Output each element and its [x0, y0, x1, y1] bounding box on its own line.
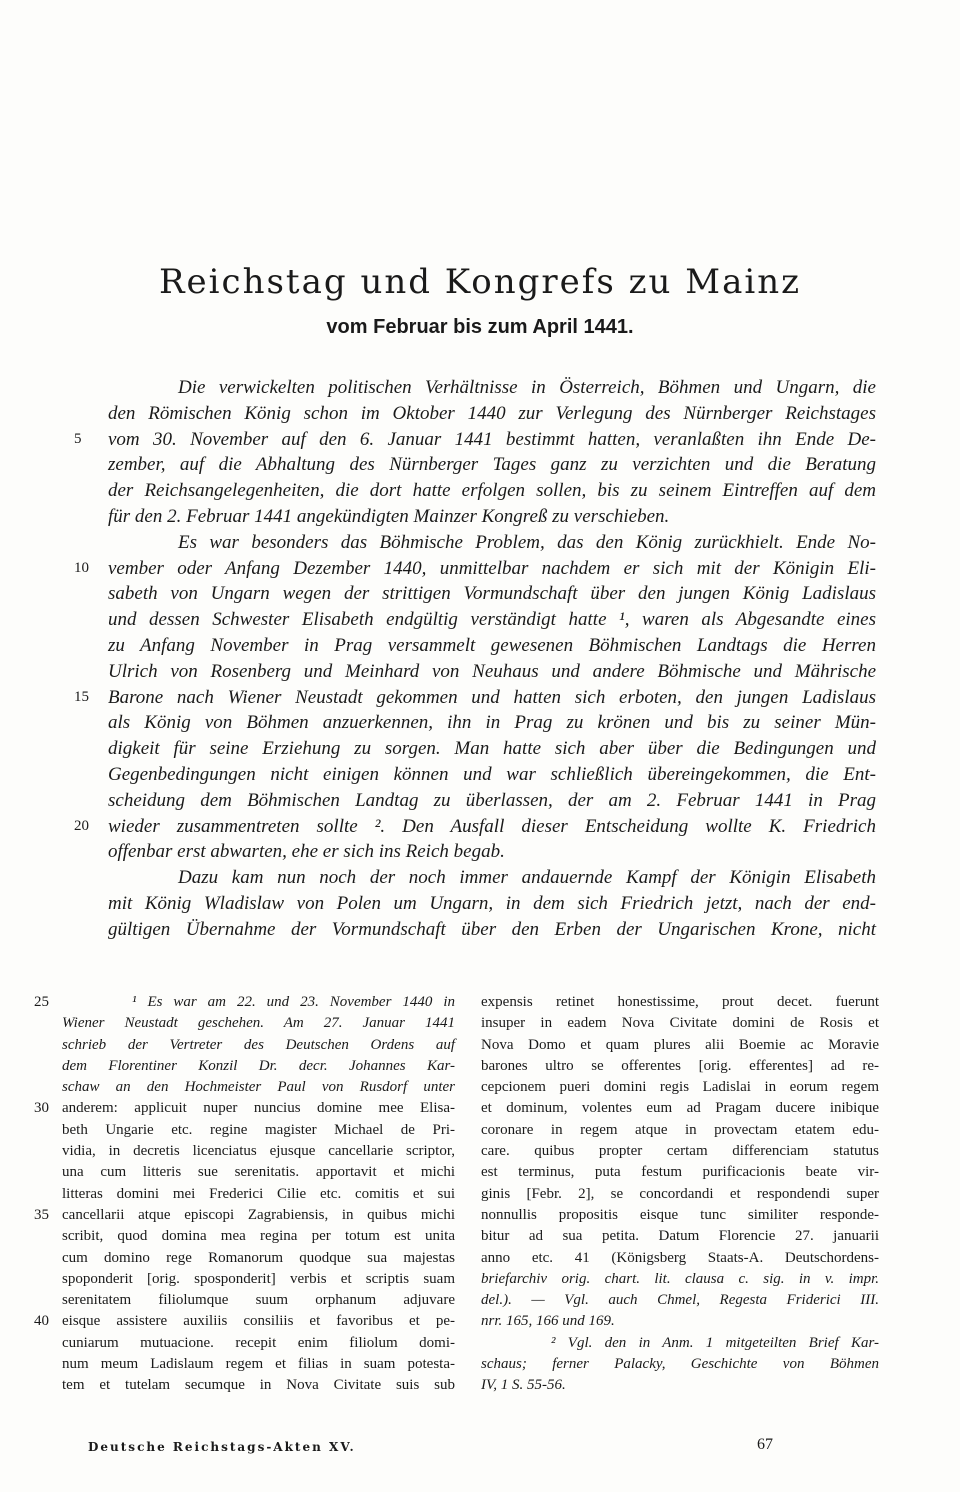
footnote-line: [481, 1205, 879, 1226]
footnote-line: [481, 1184, 879, 1205]
line-text: cuniarum mutuacione. recepit enim filiolum domi-: [62, 1334, 455, 1351]
line-text: et dominum, volentes eum ad Pragam ducere inibique: [481, 1100, 879, 1117]
line-text: ginis [Febr. 2], se concordandi et respondendi super: [481, 1185, 879, 1202]
line-text: cum domino rege Romanorum quodque sua majestas: [62, 1249, 455, 1266]
line-text: cancellarii atque episcopi Zagrabiensis, in quibus michi: [62, 1206, 455, 1223]
text-line: [108, 865, 876, 891]
footnotes-left-column: [34, 992, 455, 1397]
line-text: nrr. 165, 166 und 169.: [481, 1313, 615, 1330]
footnote-line: [62, 1077, 455, 1098]
line-text: sabeth von Ungarn wegen der strittigen Vormundschaft über den jungen König Ladislaus: [108, 583, 876, 605]
line-text: IV, 1 S. 55-56.: [481, 1377, 566, 1394]
text-line: [108, 581, 876, 607]
footnote-line: [62, 1035, 455, 1056]
line-text: insuper in eadem Nova Civitate domini de Rosis et: [481, 1015, 879, 1032]
line-text: vidia, in decretis licenciatus ejusque cancellarie scriptor,: [62, 1143, 455, 1160]
text-line: [108, 504, 876, 530]
line-text: tem et tutelam secumque in Nova Civitate suis sub: [62, 1377, 455, 1394]
footnote-line: [481, 1290, 879, 1311]
footnote-line: [62, 1290, 455, 1311]
line-text: eisque assistere auxiliis consiliis et favoribus et pe-: [62, 1313, 455, 1330]
footnote-line: [481, 1098, 879, 1119]
line-text: dem Florentiner Konzil Dr. decr. Johannes Kar-: [62, 1057, 455, 1074]
footnote-line: [481, 1375, 879, 1396]
text-line: [108, 917, 876, 943]
footnote-line: [34, 1098, 455, 1119]
footer-series-title: Deutsche Reichstags-Akten XV.: [88, 1440, 356, 1454]
line-text: Barone nach Wiener Neustadt gekommen und hatten sich erboten, den jungen Ladislaus: [108, 686, 876, 708]
line-text: wieder zusammentreten sollte ². Den Ausfall dieser Entscheidung wollte K. Friedrich: [108, 815, 876, 837]
line-number: 15: [74, 688, 89, 705]
footnote-line: [481, 1013, 879, 1034]
text-line: [74, 556, 876, 582]
line-text: Die verwickelten politischen Verhältnisse in Österreich, Böhmen und Ungarn, die: [178, 377, 876, 398]
line-text: anderem: applicuit nuper nuncius domine mee Elisa-: [62, 1100, 455, 1117]
footnote-line: [62, 1120, 455, 1141]
line-text: der Reichsangelegenheiten, die dort hatte erfolgen sollen, bis zu seinem Eintreffen auf dem: [108, 480, 876, 502]
line-text: Es war besonders das Böhmische Problem, das den König zurückhielt. Ende No-: [178, 531, 876, 553]
footnote-line: [481, 1354, 879, 1375]
line-number: 40: [34, 1313, 49, 1330]
footnote-line: [481, 1056, 879, 1077]
text-line: [108, 839, 876, 865]
line-text: schaus; ferner Palacky, Geschichte von Böhmen: [481, 1356, 879, 1373]
line-text: digkeit für seine Erziehung zu sorgen. Man hatte sich aber über die Bedingungen und: [108, 738, 876, 760]
text-line: [108, 401, 876, 427]
line-text: num meum Ladislaum regem et filias in suam potesta-: [62, 1356, 455, 1373]
line-number: 35: [34, 1206, 49, 1223]
text-line: [74, 814, 876, 840]
line-text: Ulrich von Rosenberg und Meinhard von Neuhaus und andere Böhmische und Mährische: [108, 660, 876, 682]
line-text: vember oder Anfang Dezember 1440, unmittelbar nachdem er sich mit der Königin Eli-: [108, 557, 876, 579]
footnote-line: [481, 1120, 879, 1141]
line-text: serenitatem filiolumque suum orphanum adjuvare: [62, 1292, 455, 1309]
text-line: [108, 375, 876, 401]
line-text: offenbar erst abwarten, ehe er sich ins Reich begab.: [108, 841, 505, 863]
text-line: [108, 736, 876, 762]
line-text: zember, auf die Abhaltung des Nürnberger Tages ganz zu verzichten und die Beratung: [108, 454, 876, 476]
line-text: Wiener Neustadt geschehen. Am 27. Januar 1441: [62, 1015, 455, 1032]
footnote-line: [481, 1226, 879, 1247]
footnote-line: [481, 1248, 879, 1269]
text-line: [108, 788, 876, 814]
footnotes-right-column: [481, 992, 879, 1397]
line-text: ¹ Es war am 22. und 23. November 1440 in: [132, 994, 455, 1010]
footnote-line: [481, 1269, 879, 1290]
footnote-line: [62, 1248, 455, 1269]
footnote-line: [62, 1184, 455, 1205]
footnote-line: [62, 1354, 455, 1375]
line-text: scheidung dem Böhmischen Landtag zu überlassen, der am 2. Februar 1441 in Prag: [108, 789, 876, 811]
text-line: [108, 659, 876, 685]
line-text: zu Anfang November in Prag versammelt gewesenen Böhmischen Landtags die Herren: [108, 634, 876, 656]
line-text: scribit, quod domina mea regina per totum est unita: [62, 1228, 455, 1245]
line-text: als König von Böhmen anzuerkennen, ihn in Prag zu krönen und bis zu seiner Mün-: [108, 712, 876, 734]
footnote-line: [62, 1162, 455, 1183]
line-text: est terminus, puta festum purificacionis beate vir-: [481, 1164, 879, 1181]
text-line: [74, 685, 876, 711]
line-text: ² Vgl. den in Anm. 1 mitgeteilten Brief Kar-: [551, 1334, 879, 1351]
footnote-line: [481, 1077, 879, 1098]
footnote-line: [481, 1333, 879, 1354]
footnote-line: [62, 1333, 455, 1354]
page-title: Reichstag und Kongrefs zu Mainz: [158, 262, 802, 302]
line-text: Nova Domo et quam plures alii Boemie ac Moravie: [481, 1036, 879, 1053]
text-line: [108, 710, 876, 736]
line-text: den Römischen König schon im Oktober 1440 zur Verlegung des Nürnberger Reichstages: [108, 402, 876, 424]
footnote-line: [62, 1226, 455, 1247]
page-subtitle: vom Februar bis zum April 1441.: [326, 316, 634, 338]
line-text: und dessen Schwester Elisabeth endgültig verständigt hatte ¹, waren als Abgesandte eines: [108, 609, 876, 631]
text-line: [108, 530, 876, 556]
line-text: expensis retinet honestissime, prout decet. fuerunt: [481, 994, 879, 1010]
footnote-line: [481, 1162, 879, 1183]
line-text: gültigen Übernahme der Vormundschaft über den Erben der Ungarischen Krone, nicht: [108, 918, 876, 940]
text-line: [108, 478, 876, 504]
line-text: coronare in regem atque in provectam etatem edu-: [481, 1121, 879, 1138]
footnote-line: [62, 1013, 455, 1034]
line-text: litteras domini mei Frederici Cilie etc. comitis et sui: [62, 1185, 455, 1202]
text-line: [108, 891, 876, 917]
line-number: 25: [34, 994, 49, 1010]
line-text: schrieb der Vertreter des Deutschen Ordens auf: [62, 1036, 455, 1053]
footnote-line: [62, 1269, 455, 1290]
line-number: 30: [34, 1100, 49, 1117]
line-text: schaw an den Hochmeister Paul von Rusdorf unter: [62, 1079, 455, 1096]
line-text: una cum litteris sue serenitatis. apportavit et michi: [62, 1164, 455, 1181]
footnote-line: [481, 1311, 879, 1332]
line-text: anno etc. 41 (Königsberg Staats-A. Deutschordens-: [481, 1249, 879, 1266]
footnote-line: [34, 1205, 455, 1226]
line-number: 20: [74, 817, 89, 834]
footnote-line: [62, 1141, 455, 1162]
footnote-line: [34, 992, 455, 1013]
line-text: beth Ungarie etc. regine magister Michael de Pri-: [62, 1121, 455, 1138]
line-text: briefarchiv orig. chart. lit. clausa c. sig. in v. impr.: [481, 1270, 879, 1287]
line-text: spoponderit [orig. sposponderit] verbis et scriptis suam: [62, 1270, 455, 1287]
line-number: 5: [74, 430, 82, 447]
line-text: barones ultro se offerentes [orig. efferentes] ad re-: [481, 1057, 879, 1074]
text-line: [108, 452, 876, 478]
footnote-line: [481, 992, 879, 1013]
text-line: [108, 633, 876, 659]
line-text: del.). — Vgl. auch Chmel, Regesta Friderici III.: [481, 1292, 879, 1309]
text-line: [74, 427, 876, 453]
line-number: 10: [74, 559, 89, 576]
text-line: [108, 607, 876, 633]
line-text: Dazu kam nun noch der noch immer andauernde Kampf der Königin Elisabeth: [178, 867, 876, 889]
text-line: [108, 762, 876, 788]
line-text: mit König Wladislaw von Polen um Ungarn, in dem sich Friedrich jetzt, nach der end-: [108, 892, 876, 914]
footnote-line: [481, 1035, 879, 1056]
line-text: cepcionem pueri domini regis Ladislai in eorum regem: [481, 1079, 879, 1096]
line-text: Gegenbedingungen nicht einigen können und war schließlich übereingekommen, die Ent-: [108, 763, 876, 785]
page-number: 67: [757, 1436, 773, 1453]
line-text: nonnullis propositis eisque tunc similiter responde-: [481, 1206, 879, 1223]
line-text: vom 30. November auf den 6. Januar 1441 bestimmt hatten, veranlaßten ihn Ende De-: [108, 428, 876, 450]
footnote-line: [62, 1375, 455, 1396]
line-text: bitur ad sua petita. Datum Florencie 27. januarii: [481, 1228, 879, 1245]
footnote-line: [34, 1311, 455, 1332]
footnote-line: [62, 1056, 455, 1077]
line-text: für den 2. Februar 1441 angekündigten Mainzer Kongreß zu verschieben.: [108, 505, 670, 527]
line-text: care. quibus propter certam differenciam statutus: [481, 1143, 879, 1160]
footnote-line: [481, 1141, 879, 1162]
main-text-body: [74, 375, 876, 943]
